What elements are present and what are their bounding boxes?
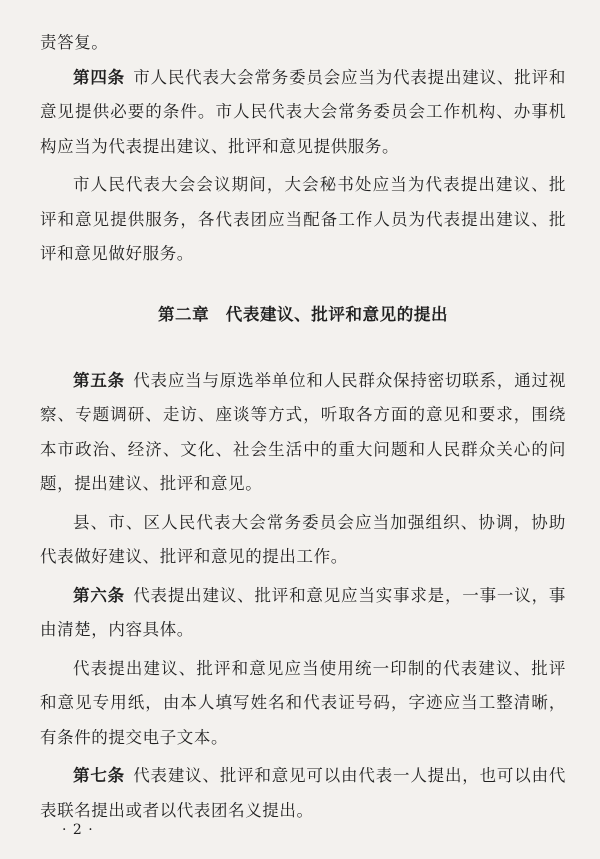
chapter-number: 第二章 xyxy=(157,304,210,324)
article-5-paragraph-2: 县、市、区人民代表大会常务委员会应当加强组织、协调，协助代表做好建议、批评和意见的提出工作。 xyxy=(40,512,566,566)
article-6-paragraph-2: 代表提出建议、批评和意见应当使用统一印制的代表建议、批评和意见专用纸，由本人填写姓名和代表证号码，字迹应当工整清晰，有条件的提交电子文本。 xyxy=(40,658,566,747)
article-5-paragraph-1 xyxy=(40,364,566,502)
article-6-text-1: 代表提出建议、批评和意见应当实事求是，一事一议，事由清楚，内容具体。 xyxy=(40,585,566,639)
article-4-paragraph-1 xyxy=(40,61,566,165)
chapter-title: 代表建议、批评和意见的提出 xyxy=(225,304,449,324)
chapter-heading xyxy=(40,298,566,332)
article-4-text-1: 市人民代表大会常务委员会应当为代表提出建议、批评和意见提供必要的条件。市人民代表大会常务委员会工作机构、办事机构应当为代表提出建议、批评和意见提供服务。 xyxy=(40,67,566,156)
page-number: · 2 · xyxy=(62,822,94,838)
article-7-title: 第七条 xyxy=(73,766,125,785)
article-5-title: 第五条 xyxy=(73,370,125,390)
paragraph-continuation: 责答复。 xyxy=(40,33,109,52)
article-7-paragraph-1 xyxy=(40,759,566,828)
article-6-paragraph-1 xyxy=(40,579,566,648)
article-4-paragraph-2: 市人民代表大会会议期间，大会秘书处应当为代表提出建议、批评和意见提供服务，各代表团应当配备工作人员为代表提出建议、批评和意见做好服务。 xyxy=(40,175,566,263)
article-6-title: 第六条 xyxy=(73,585,125,605)
article-5-text-1: 代表应当与原选举单位和人民群众保持密切联系，通过视察、专题调研、走访、座谈等方式，听取各方面的意见和要求，围绕本市政治、经济、文化、社会生活中的重大问题和人民群众关心的问题，提出建议、批评和意见。 xyxy=(40,370,566,493)
article-7-text-1: 代表建议、批评和意见可以由代表一人提出，也可以由代表联名提出或者以代表团名义提出。 xyxy=(40,766,566,820)
article-4-title: 第四条 xyxy=(73,67,125,87)
